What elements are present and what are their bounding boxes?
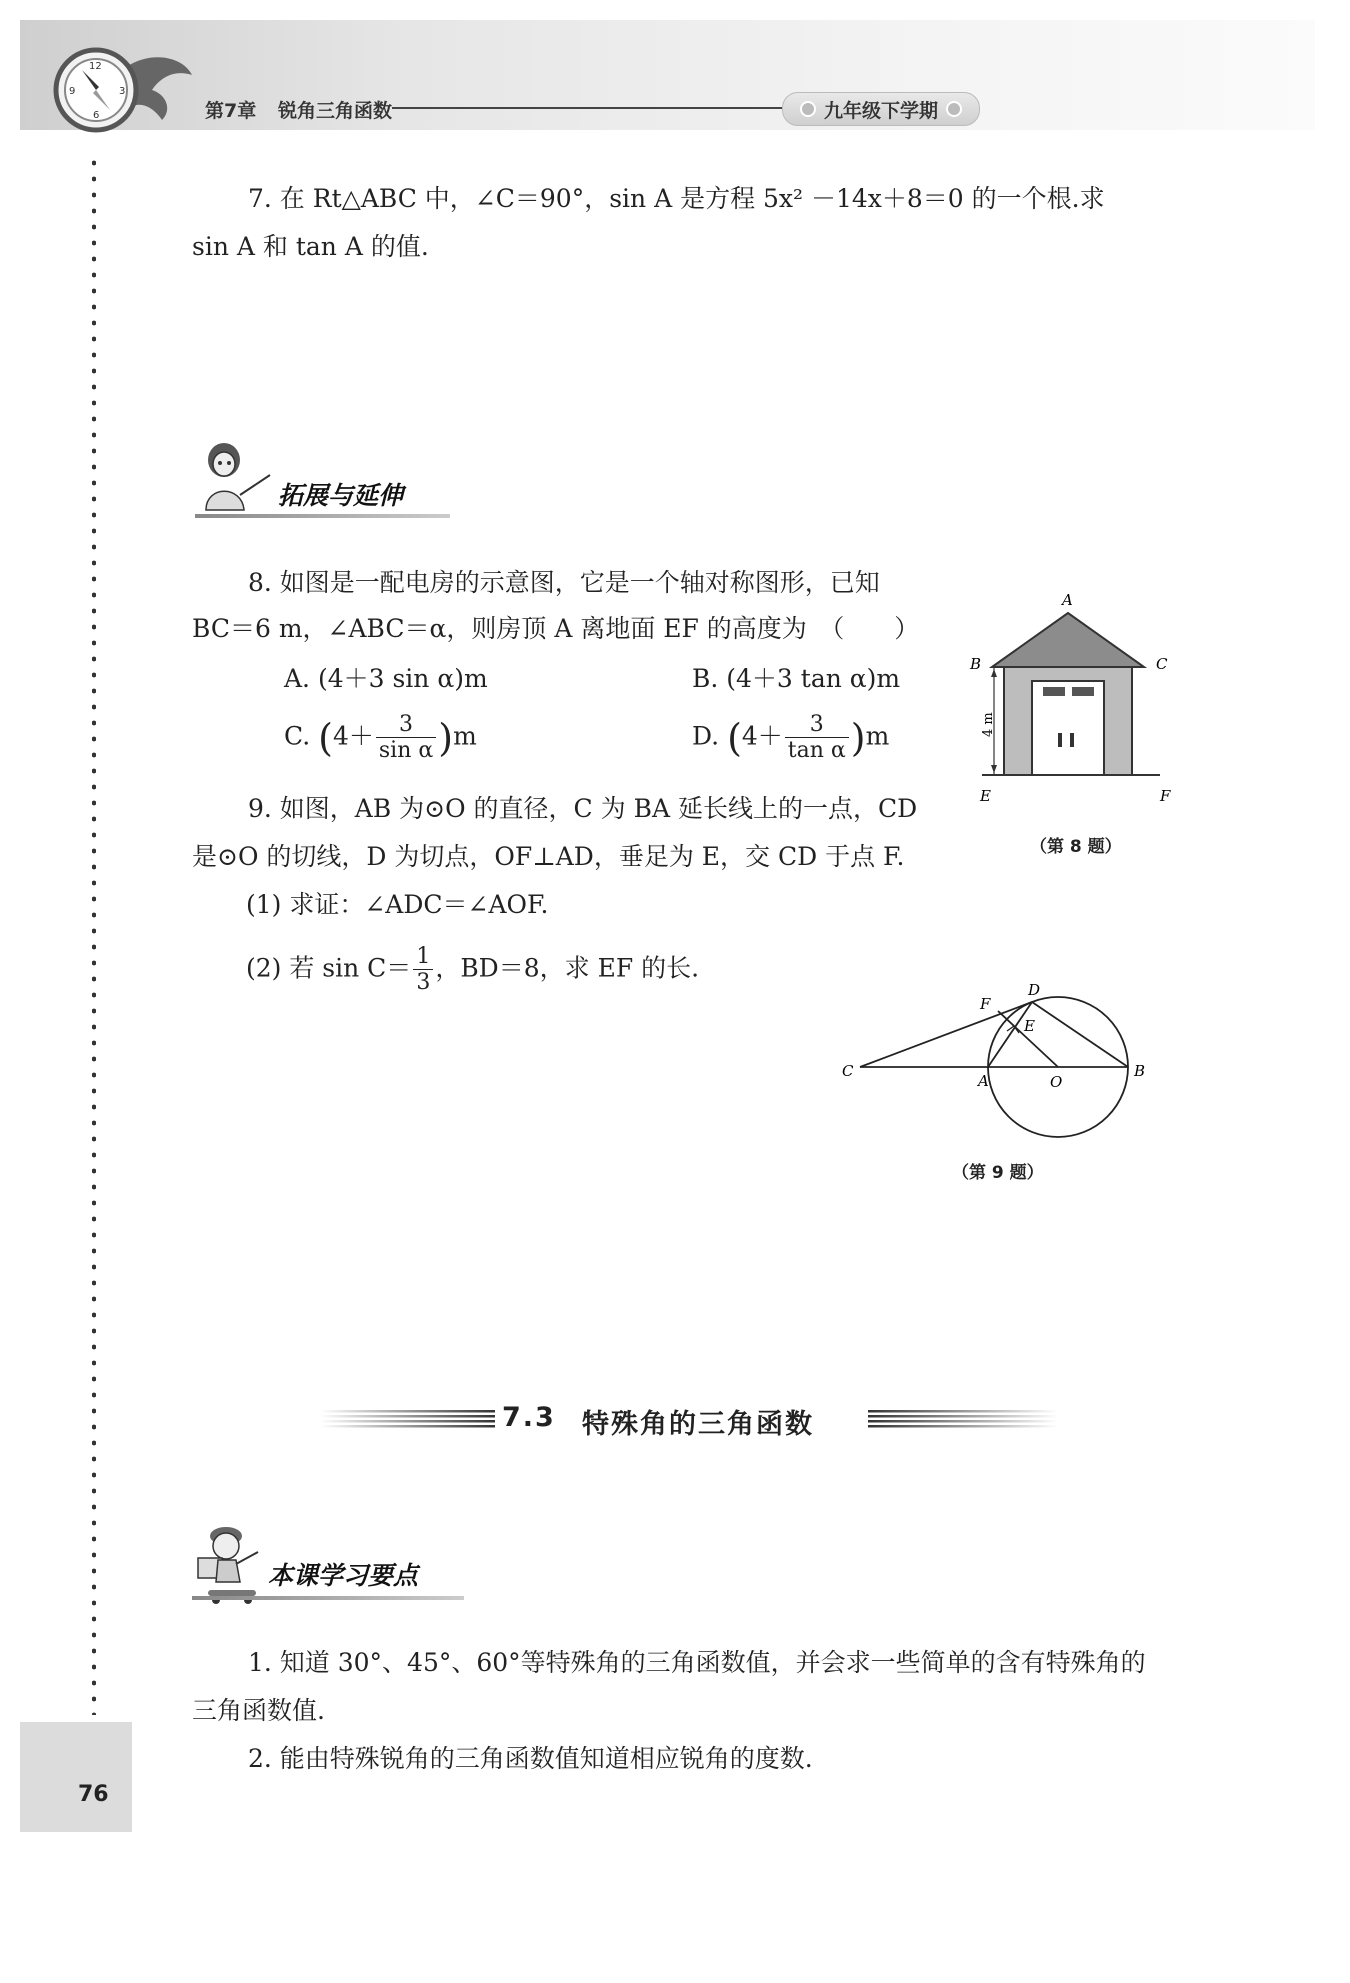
page-number-box: [20, 1722, 132, 1832]
fig9-label-o: O: [1050, 1073, 1063, 1091]
fig8-height-label: 4 m: [981, 712, 996, 737]
page-number: 76: [78, 1782, 109, 1807]
section-number: 7.3: [502, 1402, 556, 1433]
q8-option-c-label: C.: [284, 721, 311, 751]
fig8-label-b: B: [970, 655, 982, 673]
q8-option-a: A. (4＋3 sin α)m: [284, 664, 488, 693]
figure-9-circle: [830, 975, 1160, 1145]
q9-part1: (1) 求证：∠ADC＝∠AOF.: [246, 890, 549, 919]
svg-text:9: 9: [69, 86, 76, 97]
section-title: 特殊角的三角函数: [582, 1409, 814, 1440]
compass-clock-icon: [52, 40, 202, 140]
fig8-label-e: E: [980, 787, 991, 805]
q9-part2-numerator: 1: [413, 944, 433, 970]
q8-option-d: D. (4＋ $\frac{3}{\text{tan α}}$ )m: [692, 712, 890, 764]
teacher-icon: [192, 440, 282, 515]
q8-option-d-numerator: 3: [785, 712, 849, 738]
q9-part2: [246, 944, 699, 996]
keypoint-1-line2: 三角函数值.: [192, 1696, 325, 1725]
student-icon: [188, 1520, 268, 1605]
q9-line2: 是⊙O 的切线，D 为切点，OF⊥AD，垂足为 E，交 CD 于点 F.: [192, 842, 905, 871]
chapter-title: 锐角三角函数: [278, 100, 393, 122]
q8-option-b: B. (4＋3 tan α)m: [692, 664, 901, 693]
q9-line1: 9. 如图，AB 为⊙O 的直径，C 为 BA 延长线上的一点，CD: [248, 794, 918, 823]
keypoints-underline: [192, 1596, 464, 1600]
q8-line2: BC＝6 m，∠ABC＝α，则房顶 A 离地面 EF 的高度为 （ ）: [192, 614, 920, 643]
q9-part2-prefix: (2) 若 sin C＝: [246, 953, 412, 983]
figure-8-house: [960, 585, 1185, 820]
fig9-label-c: C: [842, 1062, 854, 1080]
extend-underline: [195, 514, 450, 518]
fig9-label-d: D: [1028, 981, 1041, 999]
q8-option-c: C. (4＋ $\frac{3}{\text{sin α}}$ )m: [284, 712, 477, 764]
q8-option-c-unit: m: [453, 721, 477, 751]
q7-line2: sin A 和 tan A 的值.: [192, 232, 429, 261]
fig9-label-f: F: [980, 995, 991, 1013]
dot-icon: [946, 101, 962, 117]
svg-text:6: 6: [93, 110, 100, 121]
q8-option-c-denominator: sin α: [378, 738, 434, 764]
keypoint-1-line1: 1. 知道 30°、45°、60°等特殊角的三角函数值，并会求一些简单的含有特殊角的: [248, 1648, 1146, 1677]
fig9-label-e: E: [1024, 1017, 1035, 1035]
fig8-label-a: A: [1062, 591, 1073, 609]
grade-badge: [782, 92, 980, 126]
margin-dotted-line: [92, 155, 96, 1715]
fig8-label-f: F: [1160, 787, 1171, 805]
q8-option-d-prefix: 4＋: [741, 721, 783, 751]
q8-option-c-prefix: 4＋: [332, 721, 374, 751]
q8-option-d-denominator: tan α: [787, 738, 846, 764]
svg-text:12: 12: [89, 61, 102, 72]
banner-left-lines: [320, 1408, 495, 1432]
q7-line1: 7. 在 Rt△ABC 中，∠C＝90°，sin A 是方程 5x² －14x＋8＝0 的一个根.求: [248, 184, 1105, 213]
q8-option-c-numerator: 3: [376, 712, 436, 738]
keypoints-section-title: 本课学习要点: [268, 1561, 419, 1590]
header-rule: [392, 107, 782, 109]
fig8-label-c: C: [1156, 655, 1168, 673]
extend-section-title: 拓展与延伸: [278, 481, 404, 510]
figure-8-caption: （第 8 题）: [1030, 837, 1122, 857]
q8-option-d-label: D.: [692, 721, 720, 751]
fig9-label-a: A: [978, 1072, 989, 1090]
q8-line1: 8. 如图是一配电房的示意图，它是一个轴对称图形，已知: [248, 568, 880, 597]
q9-part2-denominator: 3: [416, 970, 431, 996]
fig9-label-b: B: [1134, 1062, 1146, 1080]
chapter-number: 第7章: [205, 100, 257, 122]
figure-9-caption: （第 9 题）: [952, 1163, 1044, 1183]
keypoint-2: 2. 能由特殊锐角的三角函数值知道相应锐角的度数.: [248, 1744, 813, 1773]
banner-right-lines: [868, 1408, 1058, 1432]
svg-text:3: 3: [119, 86, 126, 97]
grade-label: 九年级下学期: [823, 99, 938, 122]
q8-option-d-unit: m: [865, 721, 890, 751]
dot-icon: [800, 101, 816, 117]
q9-part2-suffix: ，BD＝8，求 EF 的长.: [435, 953, 700, 983]
